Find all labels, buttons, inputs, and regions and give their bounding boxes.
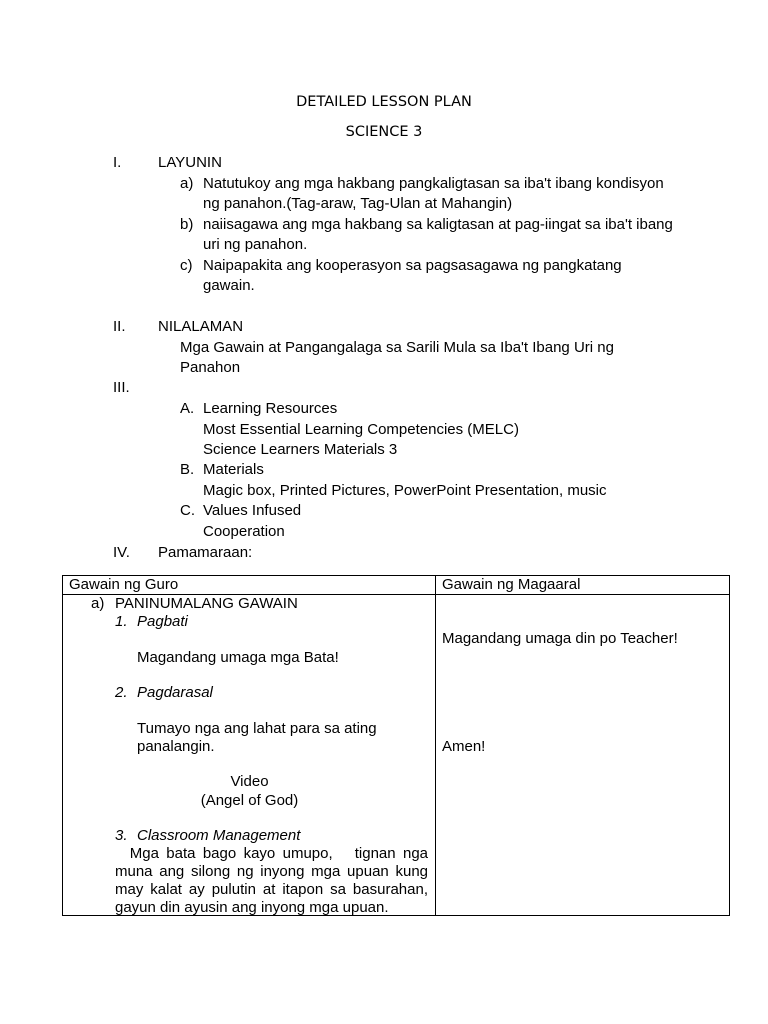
objective-b-line-1: naiisagawa ang mga hakbang sa kaligtasan at pag-iingat sa iba't ibang <box>203 216 673 233</box>
step-2-label: Pagdarasal <box>137 684 213 701</box>
procedure-table <box>62 575 730 916</box>
student-activity-cell <box>436 595 730 916</box>
resource-c-letter: C. <box>180 502 195 519</box>
header-teacher-activity: Gawain ng Guro <box>63 576 436 595</box>
section-2-number: II. <box>113 318 126 335</box>
resource-a-letter: A. <box>180 400 195 417</box>
resource-b-letter: B. <box>180 461 195 478</box>
video-subtitle: (Angel of God) <box>200 792 299 809</box>
step-2-number: 2. <box>115 684 128 701</box>
section-4-label: Pamamaraan: <box>158 544 253 561</box>
step-3-line-2: muna ang silong ng inyong mga upuan kung <box>115 863 428 880</box>
resource-c-line-1: Cooperation <box>203 523 285 540</box>
table-header-row <box>63 576 730 595</box>
step-3-paragraph <box>115 845 428 917</box>
header-student-activity: Gawain ng Magaaral <box>436 576 730 595</box>
resource-a-label: Learning Resources <box>203 400 338 417</box>
resource-a-line-1: Most Essential Learning Competencies (MELC) <box>203 421 519 438</box>
teacher-activity-cell <box>63 595 436 916</box>
step-2-line-1: Tumayo nga ang lahat para sa ating <box>137 720 377 737</box>
objective-a-letter: a) <box>180 175 194 192</box>
table-row <box>63 595 730 916</box>
content-line-1: Mga Gawain at Pangangalaga sa Sarili Mula sa Iba't Ibang Uri ng <box>180 339 614 356</box>
student-reply-1: Magandang umaga din po Teacher! <box>442 630 678 647</box>
step-2-line-2: panalangin. <box>137 738 215 755</box>
subject-title: SCIENCE 3 <box>345 124 423 140</box>
step-3-line-1: Mga bata bago kayo umupo, tignan nga <box>115 845 428 862</box>
objective-b-letter: b) <box>180 216 194 233</box>
section-1-label: LAYUNIN <box>158 154 222 171</box>
objective-c-line-2: gawain. <box>203 277 255 294</box>
step-1-number: 1. <box>115 613 128 630</box>
objective-c-letter: c) <box>180 257 193 274</box>
objective-a-line-2: ng panahon.(Tag-araw, Tag-Ulan at Mahangin) <box>203 195 513 212</box>
objective-a-line-1: Natutukoy ang mga hakbang pangkaligtasan sa iba't ibang kondisyon <box>203 175 664 192</box>
student-reply-2: Amen! <box>442 738 486 755</box>
step-3-label: Classroom Management <box>137 827 301 844</box>
section-4-number: IV. <box>113 544 130 561</box>
step-1-label: Pagbati <box>137 613 188 630</box>
section-2-label: NILALAMAN <box>158 318 244 335</box>
resource-b-label: Materials <box>203 461 264 478</box>
content-line-2: Panahon <box>180 359 241 376</box>
step-3-line-4: gayun din ayusin ang inyong mga upuan. <box>115 899 389 916</box>
resource-c-label: Values Infused <box>203 502 302 519</box>
document-title: DETAILED LESSON PLAN <box>296 94 472 110</box>
part-letter: a) <box>91 595 105 612</box>
video-title: Video <box>230 773 269 790</box>
section-3-number: III. <box>113 379 130 396</box>
resource-b-line-1: Magic box, Printed Pictures, PowerPoint Presentation, music <box>203 482 607 499</box>
objective-c-line-1: Naipapakita ang kooperasyon sa pagsasagawa ng pangkatang <box>203 257 622 274</box>
step-3-line-3: may kalat ay pulutin at itapon sa basurahan, <box>115 881 428 898</box>
objective-b-line-2: uri ng panahon. <box>203 236 308 253</box>
step-1-text: Magandang umaga mga Bata! <box>137 649 339 666</box>
section-1-number: I. <box>113 154 122 171</box>
step-3-number: 3. <box>115 827 128 844</box>
part-label: PANINUMALANG GAWAIN <box>115 595 298 612</box>
resource-a-line-2: Science Learners Materials 3 <box>203 441 398 458</box>
